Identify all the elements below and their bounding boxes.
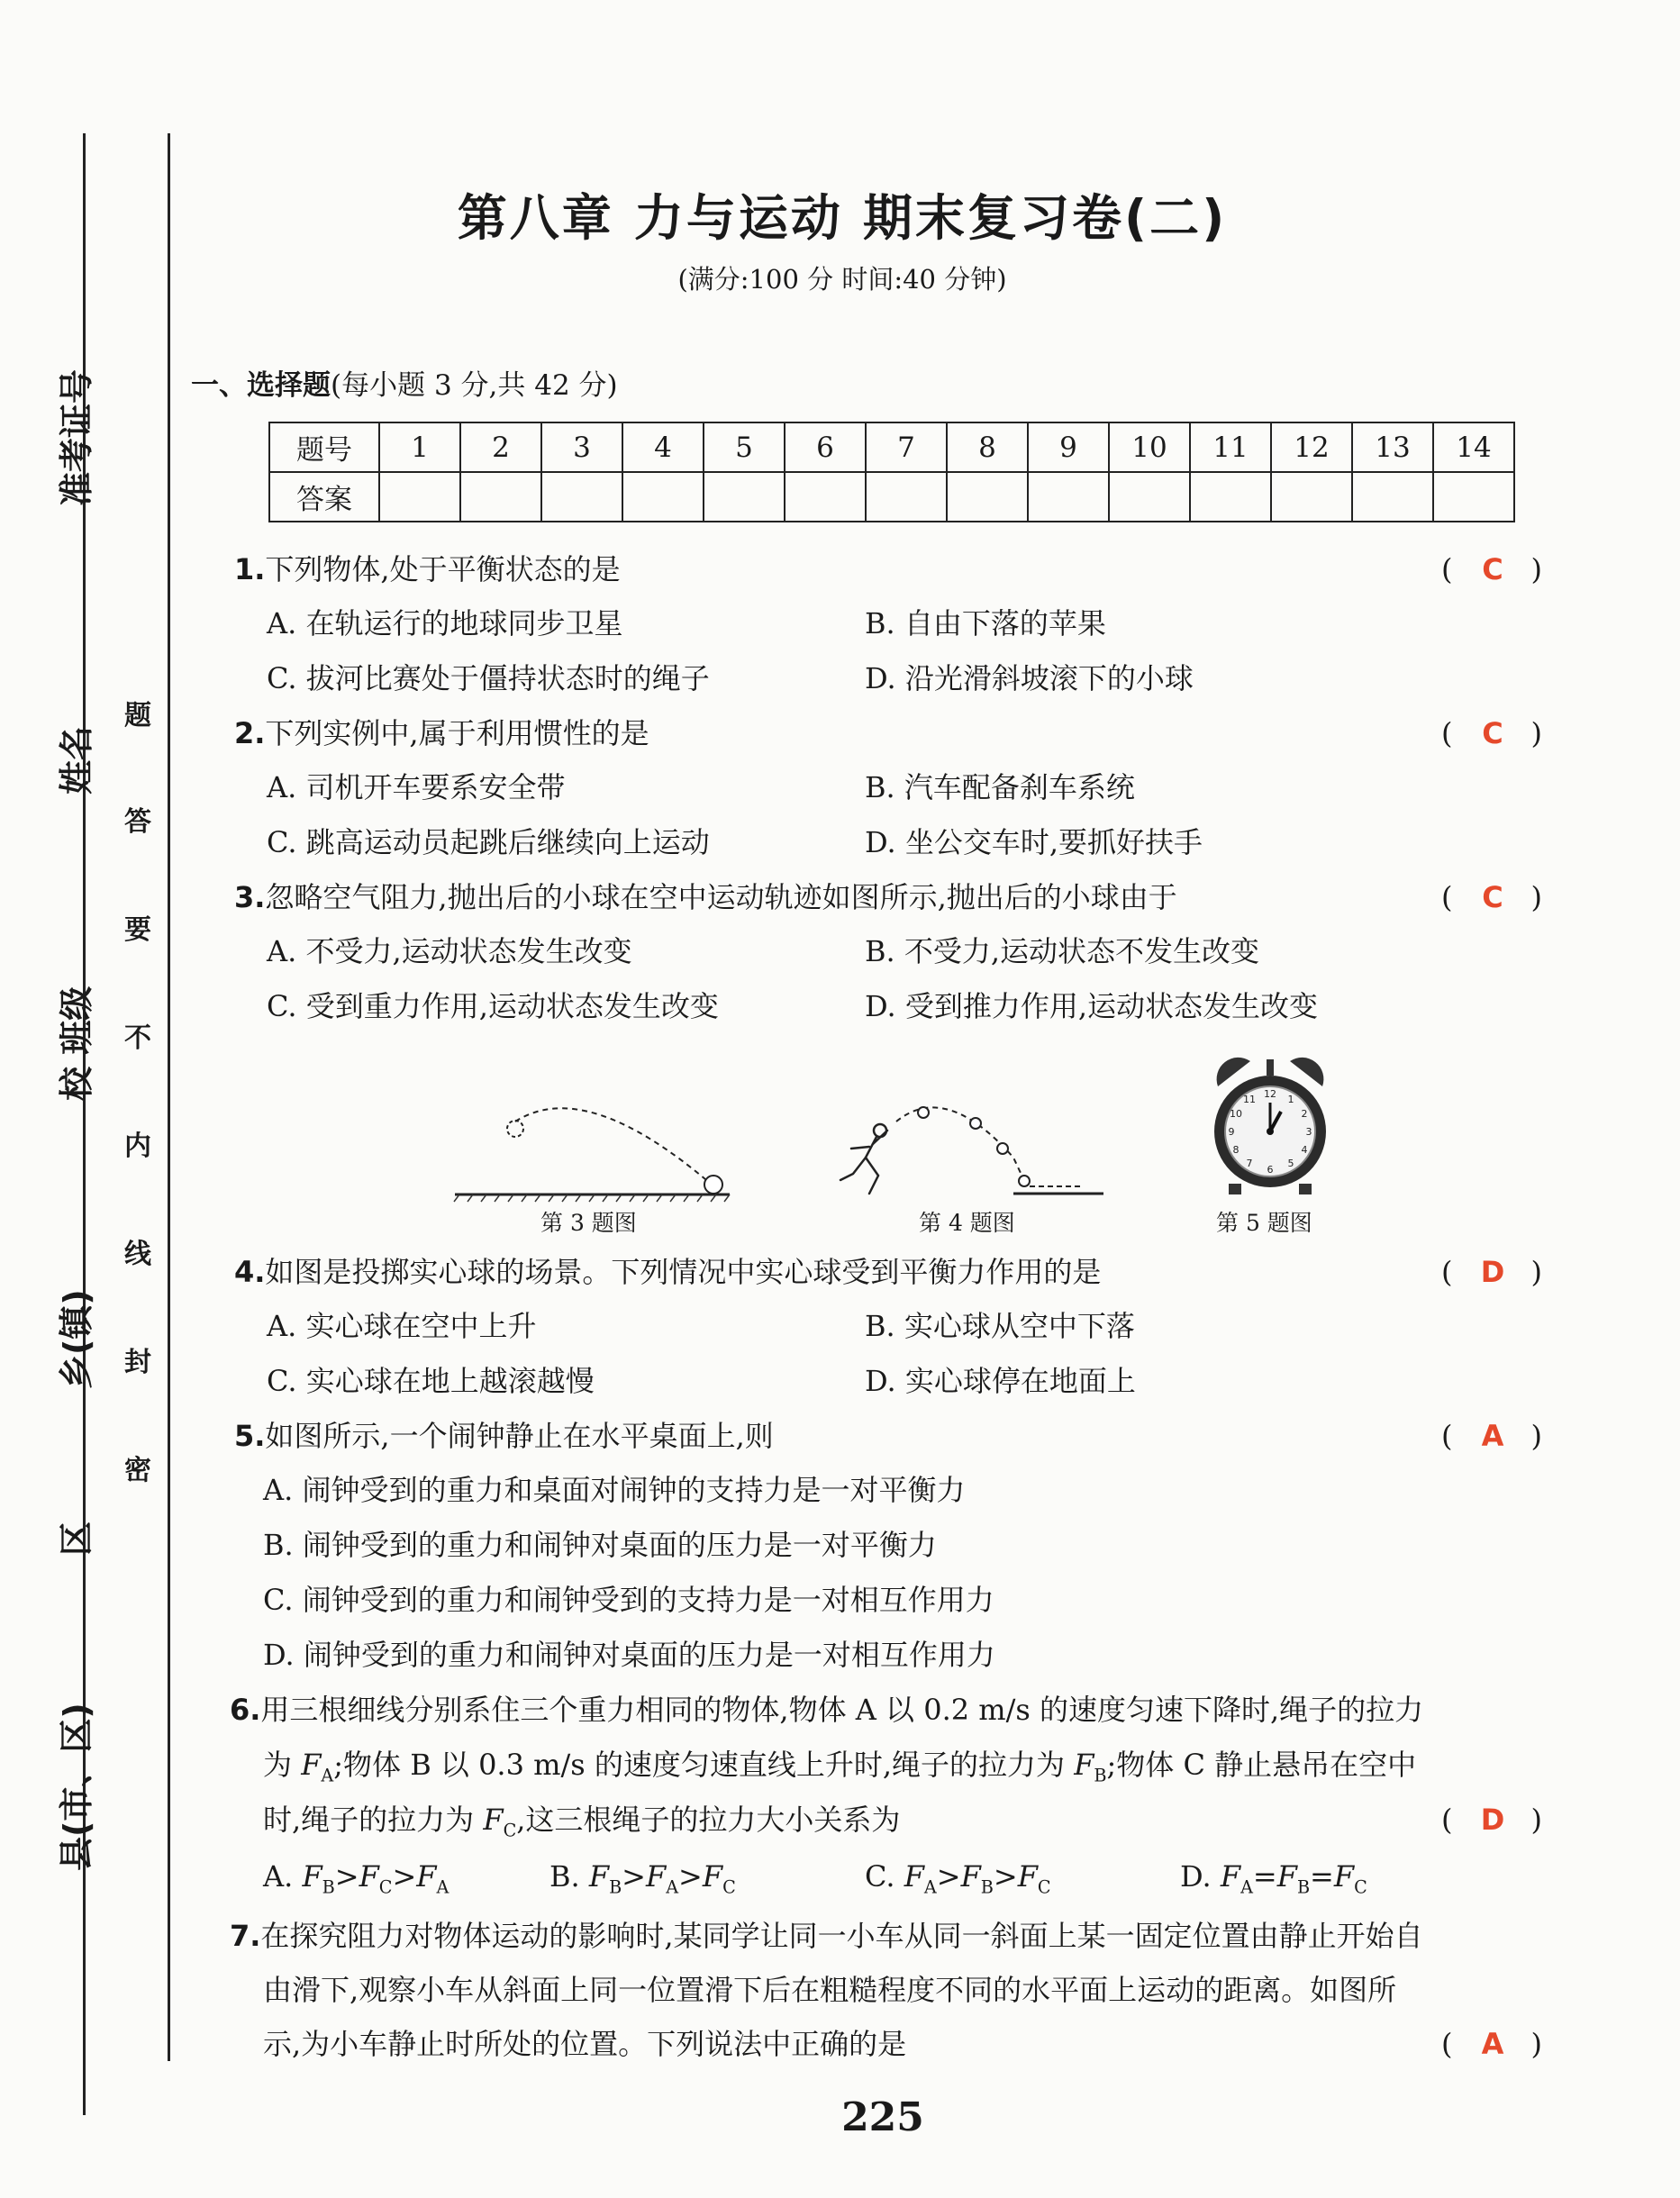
question-6-line-2: 为 $F_A$;物体 B 以 0.3 m/s 的速度匀速直线上升时,绳子的拉力为 $F_B$;物体 C 静止悬吊在空中 [263,1748,1417,1786]
ball-icon [918,1107,929,1118]
answer-mark: D [1480,1255,1505,1289]
option-c: C. 受到重力作用,运动状态发生改变 [267,989,719,1023]
figure-4-shot-put [833,1104,1108,1203]
option-a: A. $F_B>F_C>F_A$ [263,1859,450,1898]
question-stem: 下列物体,处于平衡状态的是 [265,552,621,586]
svg-text:6: 6 [1267,1164,1274,1176]
question-7-line-3: 示,为小车静止时所处的位置。下列说法中正确的是 [263,2027,907,2061]
seal-char: 密 [124,1455,151,1486]
answer-cell[interactable] [947,472,1028,522]
answer-cell[interactable] [460,472,541,522]
table-cell-number: 13 [1352,422,1433,472]
answer-cell[interactable] [1271,472,1352,522]
question-stem: 用三根细线分别系住三个重力相同的物体,物体 A 以 0.2 m/s 的速度匀速下降时,绳子的拉力 [260,1693,1424,1727]
page-subtitle: (满分:100 分 时间:40 分钟) [677,264,1007,295]
seal-char: 封 [124,1347,151,1378]
table-cell-number: 1 [379,422,460,472]
question-2 [234,716,649,750]
answer-cell[interactable] [379,472,460,522]
answer-cell[interactable] [1352,472,1433,522]
bracket-open: ( [1441,880,1453,914]
ball-icon [704,1176,722,1194]
answer-mark: C [1482,880,1503,914]
page-title: 第八章 力与运动 期末复习卷(二) [457,189,1228,247]
option-d: D. 受到推力作用,运动状态发生改变 [865,989,1319,1023]
bracket-close: ) [1530,1255,1542,1289]
answer-cell[interactable] [866,472,947,522]
figure-3-trajectory [450,1085,739,1203]
ball-icon [1019,1176,1030,1186]
answer-mark: C [1482,552,1503,586]
table-cell-number: 8 [947,422,1028,472]
table-cell-number: 2 [460,422,541,472]
answer-table-number-row [269,422,1514,472]
bracket-close: ) [1530,552,1542,586]
bracket-close: ) [1530,1419,1542,1453]
bracket-open: ( [1441,2027,1453,2061]
table-cell-number: 7 [866,422,947,472]
question-number: 7. [230,1919,261,1953]
seal-char: 答 [124,806,151,838]
option-b: B. 实心球从空中下落 [865,1309,1135,1343]
option-a: A. 闹钟受到的重力和桌面对闹钟的支持力是一对平衡力 [263,1473,966,1507]
question-6-line-3: 时,绳子的拉力为 $F_C$,这三根绳子的拉力大小关系为 [263,1803,901,1841]
answer-mark: A [1481,2027,1504,2061]
question-number: 4. [234,1255,266,1289]
bracket-close: ) [1530,880,1542,914]
question-stem: 忽略空气阻力,抛出后的小球在空中运动轨迹如图所示,抛出后的小球由于 [265,880,1177,914]
svg-text:8: 8 [1232,1144,1240,1156]
option-a: A. 不受力,运动状态发生改变 [267,934,632,968]
answer-cell[interactable] [785,472,866,522]
option-a: A. 在轨运行的地球同步卫星 [267,606,623,640]
option-b: B. 自由下落的苹果 [865,606,1106,640]
answer-cell[interactable] [704,472,785,522]
seal-char: 内 [124,1131,151,1162]
svg-text:7: 7 [1246,1158,1253,1169]
question-number: 5. [234,1419,266,1453]
table-cell-number: 9 [1028,422,1109,472]
ball-icon [997,1143,1008,1154]
answer-mark: A [1481,1419,1504,1453]
option-c: C. 闹钟受到的重力和闹钟受到的支持力是一对相互作用力 [263,1583,994,1617]
option-c: C. 拔河比赛处于僵持状态时的绳子 [267,661,710,695]
question-3 [234,880,1177,914]
answer-table [268,422,1515,522]
figure-5-alarm-clock [1207,1052,1333,1201]
answer-cell[interactable] [1109,472,1190,522]
question-number: 6. [230,1693,261,1727]
answer-cell[interactable] [1190,472,1271,522]
question-stem: 下列实例中,属于利用惯性的是 [265,716,649,750]
question-number: 1. [234,552,266,586]
table-cell-number: 12 [1271,422,1352,472]
option-d: D. 坐公交车时,要抓好扶手 [865,825,1203,859]
figure-3-caption: 第 3 题图 [540,1210,637,1236]
binding-field-class: 校 班级 [57,985,96,1101]
ball-icon [970,1118,981,1129]
seal-char: 线 [124,1239,151,1270]
bracket-open: ( [1441,552,1453,586]
question-1 [234,552,621,586]
svg-text:12: 12 [1264,1088,1276,1100]
seal-char: 不 [124,1022,151,1054]
answer-cell[interactable] [1028,472,1109,522]
question-stem: 如图是投掷实心球的场景。下列情况中实心球受到平衡力作用的是 [265,1255,1102,1289]
svg-text:2: 2 [1301,1108,1308,1120]
bracket-close: ) [1530,1803,1542,1837]
binding-field-name: 姓名 [57,725,96,795]
option-b: B. 闹钟受到的重力和闹钟对桌面的压力是一对平衡力 [263,1528,937,1562]
svg-text:11: 11 [1243,1094,1256,1105]
section-label: 一、选择题 [191,369,331,402]
question-4 [234,1255,1101,1289]
svg-text:5: 5 [1287,1158,1294,1169]
binding-line-inner [168,133,170,2061]
option-c: C. 实心球在地上越滚越慢 [267,1364,595,1398]
table-cell-number: 6 [785,422,866,472]
seal-char: 题 [124,700,151,731]
option-d: D. 闹钟受到的重力和闹钟对桌面的压力是一对相互作用力 [263,1638,995,1672]
option-c: C. $F_A>F_B>F_C$ [865,1859,1051,1898]
binding-field-town: 乡(镇) [57,1289,96,1389]
option-d: D. 实心球停在地面上 [865,1364,1136,1398]
answer-table-answer-row [269,472,1514,522]
svg-text:3: 3 [1305,1126,1312,1138]
ball-start-icon [507,1121,523,1137]
table-cell-number: 4 [622,422,704,472]
svg-text:10: 10 [1230,1108,1242,1120]
question-number: 2. [234,716,266,750]
bracket-open: ( [1441,1419,1453,1453]
table-cell-number: 3 [541,422,622,472]
option-a: A. 实心球在空中上升 [267,1309,537,1343]
svg-text:9: 9 [1228,1126,1235,1138]
table-head-number: 题号 [269,422,379,472]
table-cell-number: 10 [1109,422,1190,472]
option-c: C. 跳高运动员起跳后继续向上运动 [267,825,710,859]
option-a: A. 司机开车要系安全带 [267,770,566,804]
answer-cell[interactable] [541,472,622,522]
section-heading [191,362,618,403]
bracket-open: ( [1441,716,1453,750]
table-cell-number: 14 [1433,422,1514,472]
section-note: (每小题 3 分,共 42 分) [331,369,618,402]
question-6-line-1 [230,1693,1423,1727]
bracket-close: ) [1530,2027,1542,2061]
answer-mark: D [1480,1803,1505,1837]
figure-5-caption: 第 5 题图 [1216,1210,1312,1236]
question-7-line-1 [230,1919,1423,1953]
answer-cell[interactable] [622,472,704,522]
option-d: D. $F_A=F_B=F_C$ [1180,1859,1367,1898]
bracket-open: ( [1441,1255,1453,1289]
binding-field-exam-number: 准考证号 [57,368,96,506]
option-b: B. 汽车配备刹车系统 [865,770,1135,804]
question-number: 3. [234,880,266,914]
question-5 [234,1419,774,1453]
page-number: 225 [841,2094,924,2140]
thrower-icon [840,1124,887,1194]
answer-mark: C [1482,716,1503,750]
trajectory-path [515,1108,712,1185]
figure-4-caption: 第 4 题图 [919,1210,1015,1236]
question-7-line-2: 由滑下,观察小车从斜面上同一位置滑下后在粗糙程度不同的水平面上运动的距离。如图所 [263,1973,1397,2007]
option-b: B. 不受力,运动状态不发生改变 [865,934,1260,968]
answer-cell[interactable] [1433,472,1514,522]
table-cell-number: 5 [704,422,785,472]
svg-text:4: 4 [1301,1144,1308,1156]
question-stem: 如图所示,一个闹钟静止在水平桌面上,则 [265,1419,774,1453]
binding-field-district: 区 [57,1521,96,1556]
table-head-answer: 答案 [269,472,379,522]
bracket-open: ( [1441,1803,1453,1837]
svg-text:1: 1 [1287,1094,1294,1105]
option-d: D. 沿光滑斜坡滚下的小球 [865,661,1194,695]
binding-field-county: 县(市、区) [57,1703,96,1871]
option-b: B. $F_B>F_A>F_C$ [549,1859,736,1898]
table-cell-number: 11 [1190,422,1271,472]
question-stem: 在探究阻力对物体运动的影响时,某同学让同一小车从同一斜面上某一固定位置由静止开始自 [260,1919,1423,1953]
bracket-close: ) [1530,716,1542,750]
seal-char: 要 [124,914,151,946]
